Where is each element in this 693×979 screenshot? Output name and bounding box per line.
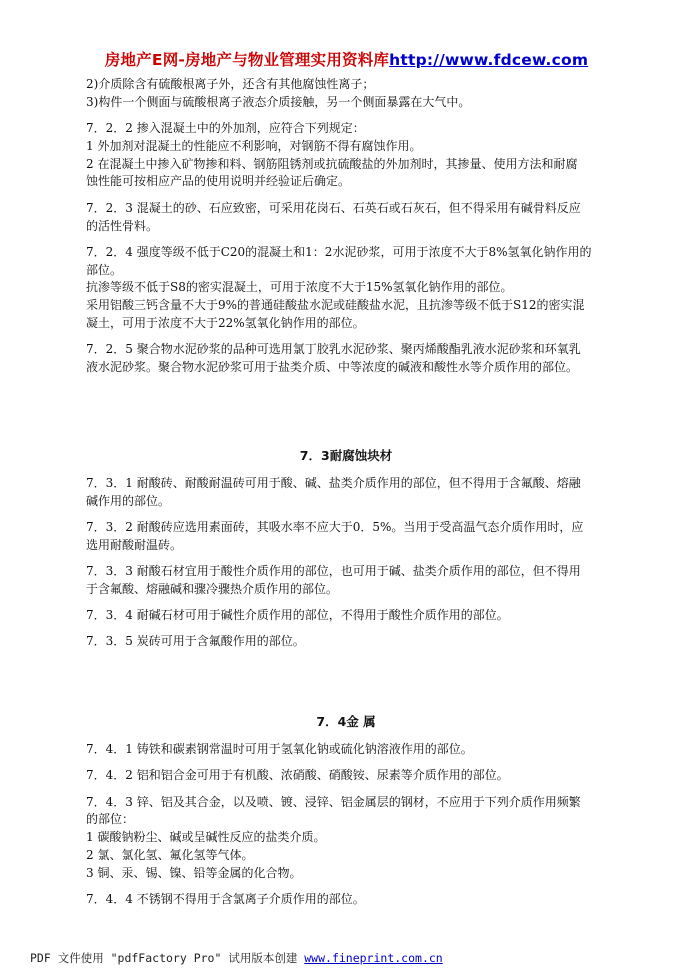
list-continuation	[86, 76, 606, 112]
text-line: 7．2．2 掺入混凝土中的外加剂，应符合下列规定：	[86, 121, 365, 136]
text-line: 1 外加剂对混凝土的性能应不利影响，对钢筋不得有腐蚀作用。	[86, 138, 422, 153]
text-line: 7．3．3 耐酸石材宜用于酸性介质作用的部位，也可用于碱、盐类介质作用的部位，但不得用	[86, 563, 581, 578]
text-line: 2)介质除含有硫酸根离子外，还含有其他腐蚀性离子；	[86, 77, 375, 91]
header-link[interactable]: http://www.fdcew.com	[389, 51, 589, 69]
pdf-footer	[30, 950, 670, 966]
text-line: 7．2．4 强度等级不低于C20的混凝土和1：2水泥砂浆，可用于浓度不大于8%氢氧化钠作用的	[86, 244, 592, 259]
text-line: 7．4．2 铝和铝合金可用于有机酸、浓硝酸、硝酸铵、尿素等介质作用的部位。	[86, 768, 509, 783]
text-line: 3 铜、汞、锡、镍、铅等金属的化合物。	[86, 865, 302, 880]
text-line: 2 在混凝土中掺入矿物掺和料、钢筋阻锈剂或抗硫酸盐的外加剂时，其掺量、使用方法和耐腐	[86, 156, 578, 171]
clause-7-4-4	[86, 891, 606, 909]
text-line: 7．4．3 锌、铝及其合金，以及喷、镀、浸锌、铝金属层的钢材，不应用于下列介质作用频繁	[86, 794, 581, 809]
text-line: 的部位：	[86, 812, 135, 827]
text-line: 7．3．5 炭砖可用于含氟酸作用的部位。	[86, 634, 305, 649]
text-line: 蚀性能可按相应产品的使用说明并经验证后确定。	[86, 174, 351, 189]
text-line: 3)构件一个侧面与硫酸根离子液态介质接触，另一个侧面暴露在大气中。	[86, 94, 471, 109]
text-line: 7．3．4 耐碱石材可用于碱性介质作用的部位，不得用于酸性介质作用的部位。	[86, 608, 509, 623]
text-line: 选用耐酸耐温砖。	[86, 537, 183, 552]
header-subtitle: 网-房地产与物业管理实用资料库	[162, 51, 390, 69]
clause-7-2-5	[86, 341, 606, 377]
footer-link[interactable]: www.fineprint.com.cn	[304, 951, 443, 965]
section-heading-7-3: 7．3耐腐蚀块材	[299, 447, 393, 463]
text-line: 7．4．4 不锈钢不得用于含氯离子介质作用的部位。	[86, 892, 365, 906]
clause-7-3-2	[86, 519, 606, 555]
footer-text: PDF 文件使用 "pdfFactory Pro" 试用版本创建	[30, 951, 305, 965]
clause-7-3-5	[86, 633, 606, 651]
clause-7-3-1	[86, 475, 606, 511]
text-line: 7．4．1 铸铁和碳素钢常温时可用于氢氧化钠或硫化钠溶液作用的部位。	[86, 741, 473, 756]
clause-7-3-4	[86, 607, 606, 625]
document-body	[86, 76, 606, 909]
clause-7-4-2	[86, 767, 606, 785]
clause-7-2-4	[86, 244, 606, 333]
clause-7-3-3	[86, 563, 606, 599]
text-line: 液水泥砂浆。聚合物水泥砂浆可用于盐类介质、中等浓度的碱液和酸性水等介质作用的部位。	[86, 360, 579, 375]
text-line: 部位。	[86, 262, 123, 277]
clause-7-2-3	[86, 200, 606, 236]
clause-7-2-2	[86, 120, 606, 191]
clause-7-4-3	[86, 794, 606, 883]
text-line: 于含氟酸、熔融碱和骤冷骤热介质作用的部位。	[86, 581, 339, 596]
page-header	[0, 48, 693, 70]
text-line: 7．2．3 混凝土的砂、石应致密，可采用花岗石、石英石或石灰石，但不得采用有碱骨料反应	[86, 200, 581, 215]
clause-7-4-1	[86, 741, 606, 759]
text-line: 7．2．5 聚合物水泥砂浆的品种可选用氯丁胶乳水泥砂浆、聚丙烯酸酯乳液水泥砂浆和环氧乳	[86, 342, 581, 357]
header-e-letter: E	[151, 51, 163, 69]
header-site-name: 房地产	[104, 51, 152, 69]
section-heading-7-4: 7．4金 属	[316, 714, 376, 730]
text-line: 的活性骨料。	[86, 218, 159, 233]
text-line: 1 碳酸钠粉尘、碱或呈碱性反应的盐类介质。	[86, 830, 326, 845]
text-line: 2 氯、氯化氢、氟化氢等气体。	[86, 847, 254, 862]
text-line: 7．3．2 耐酸砖应选用素面砖，其吸水率不应大于0．5%。当用于受高温气态介质作用时，应	[86, 519, 584, 534]
text-line: 碱作用的部位。	[86, 493, 171, 508]
text-line: 7．3．1 耐酸砖、耐酸耐温砖可用于酸、碱、盐类介质作用的部位，但不得用于含氟酸、熔融	[86, 475, 581, 490]
text-line: 采用铝酸三钙含量不大于9%的普通硅酸盐水泥或硅酸盐水泥，且抗渗等级不低于S12的密实混	[86, 298, 585, 313]
text-line: 抗渗等级不低于S8的密实混凝土，可用于浓度不大于15%氢氧化钠作用的部位。	[86, 280, 513, 295]
text-line: 凝土，可用于浓度不大于22%氢氧化钠作用的部位。	[86, 316, 365, 331]
